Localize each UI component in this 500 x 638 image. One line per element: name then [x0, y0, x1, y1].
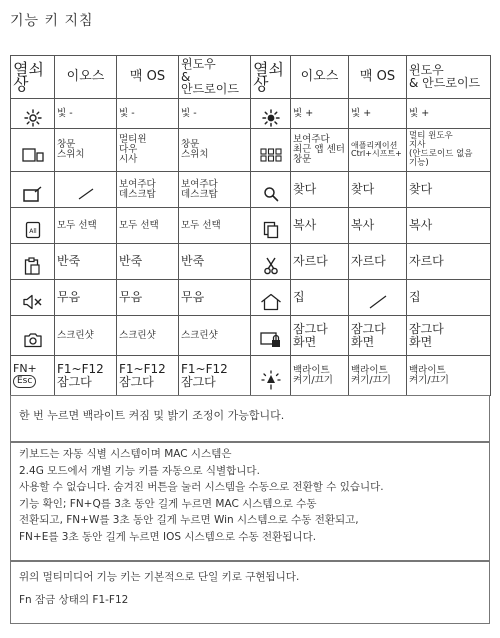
ios-cell: 복사 — [291, 208, 349, 244]
home-icon — [260, 293, 282, 311]
windows-cell: 빛 + — [407, 99, 491, 129]
windows-cell: 보여주다 데스크탑 — [179, 172, 251, 208]
header-key: 열쇠 상 — [11, 56, 55, 99]
ios-cell: 자르다 — [291, 244, 349, 280]
ios-cell: 잠그다 화면 — [291, 316, 349, 356]
key-cell — [251, 99, 291, 129]
key-cell — [251, 280, 291, 316]
ios-cell: 찾다 — [291, 172, 349, 208]
ios-cell: F1~F12 잠그다 — [55, 356, 117, 396]
mac-cell: 모두 선택 — [117, 208, 179, 244]
mac-cell: 빛 + — [349, 99, 407, 129]
mac-cell: 보여주다 데스크탑 — [117, 172, 179, 208]
recent-apps-icon — [260, 148, 282, 162]
ios-cell: 빛 - — [55, 99, 117, 129]
windows-cell: 멀티 윈도우 지사 (안드로이드 없음 기능) — [407, 129, 491, 172]
windows-cell: 잠그다 화면 — [407, 316, 491, 356]
windows-cell: 빛 - — [179, 99, 251, 129]
brightness-up-icon — [262, 109, 280, 127]
backlight-icon — [261, 370, 281, 390]
esc-key-label: Esc — [13, 375, 36, 388]
paste-icon — [24, 257, 41, 276]
show-desktop-icon — [23, 186, 43, 202]
key-cell — [251, 129, 291, 172]
mac-cell: 멀티윈 다우 시사 — [117, 129, 179, 172]
key-cell — [11, 172, 55, 208]
windows-cell: 모두 선택 — [179, 208, 251, 244]
note-line: 위의 멀티미디어 기능 키는 기본적으로 단일 키로 구현됩니다. — [19, 571, 300, 583]
lock-screen-icon — [260, 332, 282, 348]
header-mac-right: 맥 OS — [349, 56, 407, 99]
backlight-note-text: 한 번 누르면 백라이트 켜짐 및 밝기 조정이 가능합니다. — [19, 409, 285, 422]
windows-cell: F1~F12 잠그다 — [179, 356, 251, 396]
page-title: 기능 키 지침 — [10, 13, 94, 29]
not-available-icon — [366, 294, 390, 310]
key-cell — [11, 316, 55, 356]
window-switch-icon — [22, 148, 44, 162]
select-all-icon — [25, 221, 41, 239]
key-cell — [11, 99, 55, 129]
search-icon — [263, 186, 279, 202]
table-row — [11, 316, 491, 356]
key-cell — [11, 244, 55, 280]
ios-cell: 창문 스위치 — [55, 129, 117, 172]
table-row — [11, 244, 491, 280]
table-row — [11, 280, 491, 316]
header-ios: 이오스 — [55, 56, 117, 99]
ios-cell: 보여주다 최근 앱 센터 창문 — [291, 129, 349, 172]
table-row — [11, 172, 491, 208]
mac-cell: 백라이트 켜기/끄기 — [349, 356, 407, 396]
mac-cell: 자르다 — [349, 244, 407, 280]
key-cell — [251, 208, 291, 244]
brightness-down-icon — [24, 109, 42, 127]
table-row — [11, 99, 491, 129]
function-key-table — [10, 55, 491, 396]
copy-icon — [263, 221, 279, 239]
key-cell — [11, 280, 55, 316]
backlight-note — [10, 395, 490, 443]
mac-cell: 무음 — [117, 280, 179, 316]
mac-cell: 빛 - — [117, 99, 179, 129]
mac-cell: 찾다 — [349, 172, 407, 208]
note-line: 2.4G 모드에서 개별 기능 키를 자동으로 식별합니다. — [19, 464, 260, 477]
windows-cell: 무음 — [179, 280, 251, 316]
mac-cell: 애플리케이션 Ctrl+시프트+ — [349, 129, 407, 172]
windows-cell: 복사 — [407, 208, 491, 244]
key-cell — [251, 172, 291, 208]
ios-cell: 반죽 — [55, 244, 117, 280]
ios-cell — [55, 172, 117, 208]
table-row — [11, 356, 491, 396]
ios-cell: 무음 — [55, 280, 117, 316]
key-cell — [11, 208, 55, 244]
windows-cell: 스크린샷 — [179, 316, 251, 356]
windows-cell: 창문 스위치 — [179, 129, 251, 172]
screenshot-icon — [23, 332, 43, 348]
mac-cell: 반죽 — [117, 244, 179, 280]
multimedia-note — [10, 560, 490, 624]
ios-cell: 스크린샷 — [55, 316, 117, 356]
key-cell — [251, 244, 291, 280]
mac-cell: 스크린샷 — [117, 316, 179, 356]
mac-cell: 복사 — [349, 208, 407, 244]
key-cell — [11, 356, 55, 396]
table-row — [11, 208, 491, 244]
windows-cell: 백라이트 켜기/끄기 — [407, 356, 491, 396]
table-row — [11, 129, 491, 172]
windows-cell: 자르다 — [407, 244, 491, 280]
note-line: 기능 확인; FN+Q를 3초 동안 길게 누르면 MAC 시스템으로 수동 — [19, 497, 317, 510]
windows-cell: 반죽 — [179, 244, 251, 280]
header-mac: 맥 OS — [117, 56, 179, 99]
note-line: 전환되고, FN+W를 3초 동안 길게 누르면 Win 시스템으로 수동 전환되고, — [19, 514, 359, 526]
mute-icon — [22, 294, 44, 310]
note-line: 키보드는 자동 식별 시스템이며 MAC 시스템은 — [19, 448, 232, 460]
header-windows-android-right: 윈도우 & 안드로이드 — [407, 56, 491, 99]
note-line: 사용할 수 없습니다. 숨겨진 버튼을 눌러 시스템을 수동으로 전환할 수 있습니다. — [19, 481, 384, 493]
ios-cell: 백라이트 켜기/끄기 — [291, 356, 349, 396]
not-available-icon — [75, 187, 97, 201]
svg-text:All: All — [28, 228, 37, 236]
ios-cell: 집 — [291, 280, 349, 316]
system-detection-note — [10, 441, 490, 562]
key-cell — [11, 129, 55, 172]
ios-cell: 모두 선택 — [55, 208, 117, 244]
header-ios-right: 이오스 — [291, 56, 349, 99]
windows-cell: 집 — [407, 280, 491, 316]
mac-cell — [349, 280, 407, 316]
fn-key-label: FN+ — [13, 361, 37, 375]
mac-cell: 잠그다 화면 — [349, 316, 407, 356]
scissors-icon — [263, 257, 279, 275]
header-windows-android: 윈도우 & 안드로이드 — [179, 56, 251, 99]
key-cell — [251, 316, 291, 356]
mac-cell: F1~F12 잠그다 — [117, 356, 179, 396]
ios-cell: 빛 + — [291, 99, 349, 129]
table-header-row — [11, 56, 491, 99]
key-cell — [251, 356, 291, 396]
windows-cell: 찾다 — [407, 172, 491, 208]
note-line: Fn 잠금 상태의 F1-F12 — [19, 593, 129, 606]
header-key-right: 열쇠 상 — [251, 56, 291, 99]
note-line: FN+E를 3초 동안 길게 누르면 IOS 시스템으로 수동 전환됩니다. — [19, 530, 317, 543]
